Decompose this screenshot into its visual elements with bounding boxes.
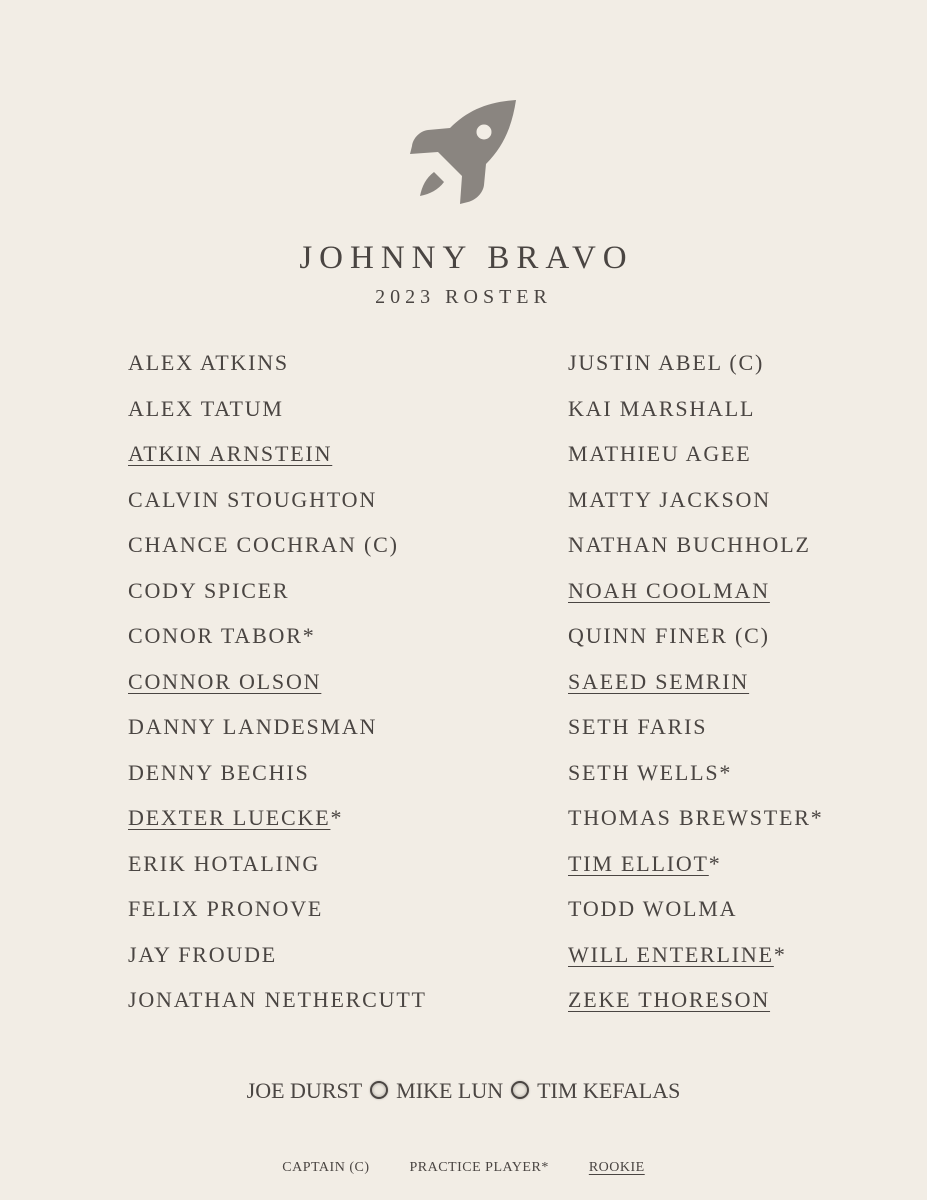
roster-player <box>568 801 824 847</box>
roster-column-right <box>568 346 824 1029</box>
player-name: TIM ELLIOT <box>568 850 709 876</box>
roster-player <box>568 938 824 984</box>
player-designation: (C) <box>722 350 765 375</box>
player-name: QUINN FINER <box>568 623 728 648</box>
player-name: ERIK HOTALING <box>128 850 321 876</box>
legend-rookie: ROOKIE <box>588 1160 645 1175</box>
player-designation: * <box>330 805 344 830</box>
roster-player <box>128 619 427 665</box>
roster-player <box>568 892 824 938</box>
roster-player <box>128 847 427 893</box>
roster-player <box>568 437 824 483</box>
roster-player <box>568 346 824 392</box>
roster-player <box>568 665 824 711</box>
roster-player <box>128 938 427 984</box>
player-name: SAEED SEMRIN <box>568 668 750 694</box>
player-name: DENNY BECHIS <box>128 759 310 785</box>
coach-name: JOE DURST <box>246 1077 363 1103</box>
roster-player <box>128 710 427 756</box>
player-designation: * <box>708 850 722 876</box>
player-name: NOAH COOLMAN <box>568 577 770 603</box>
player-name: FELIX PRONOVE <box>128 896 324 921</box>
roster-player <box>128 483 427 529</box>
player-name: JONATHAN NETHERCUTT <box>128 987 427 1012</box>
player-name: KAI MARSHALL <box>568 395 756 421</box>
roster-player <box>568 574 824 620</box>
player-designation: * <box>810 805 824 830</box>
player-name: SETH FARIS <box>568 714 708 739</box>
player-name: CODY SPICER <box>128 577 290 603</box>
player-name: DEXTER LUECKE <box>128 805 331 830</box>
roster-player <box>568 710 824 756</box>
team-title: JOHNNY BRAVO <box>299 240 634 276</box>
player-name: ALEX TATUM <box>128 395 284 421</box>
coach-name: TIM KEFALAS <box>537 1077 681 1103</box>
player-name: THOMAS BREWSTER <box>568 805 811 830</box>
coaches-line <box>0 1074 927 1106</box>
player-designation: * <box>773 941 787 967</box>
player-name: SETH WELLS <box>568 759 720 785</box>
player-name: ALEX ATKINS <box>128 350 289 375</box>
roster-player <box>568 392 824 438</box>
player-name: DANNY LANDESMAN <box>128 714 378 739</box>
player-name: CALVIN STOUGHTON <box>128 486 378 512</box>
player-name: MATTY JACKSON <box>568 486 771 512</box>
player-designation: (C) <box>356 532 399 557</box>
rocket-icon <box>408 98 520 208</box>
roster-player <box>568 847 824 893</box>
player-name: ATKIN ARNSTEIN <box>128 441 333 466</box>
roster-player <box>128 528 427 574</box>
roster-player <box>568 528 824 574</box>
player-name: TODD WOLMA <box>568 896 738 921</box>
player-name: WILL ENTERLINE <box>568 941 774 967</box>
player-name: NATHAN BUCHHOLZ <box>568 532 811 557</box>
circle-bullet-icon <box>511 1081 529 1099</box>
legend-practice-player: PRACTICE PLAYER* <box>409 1160 549 1175</box>
player-designation: * <box>719 759 733 785</box>
circle-bullet-icon <box>370 1081 388 1099</box>
player-name: JAY FROUDE <box>128 941 278 967</box>
roster-player <box>128 756 427 802</box>
rocket-window <box>477 125 492 140</box>
roster-player <box>128 437 427 483</box>
player-name: ZEKE THORESON <box>568 987 771 1012</box>
player-name: CONNOR OLSON <box>128 668 322 694</box>
roster-player <box>568 983 824 1029</box>
roster-player <box>128 665 427 711</box>
roster-player <box>568 483 824 529</box>
player-designation: (C) <box>727 623 770 648</box>
roster-player <box>128 346 427 392</box>
roster-subtitle: 2023 ROSTER <box>375 286 552 308</box>
coach-name: MIKE LUN <box>396 1077 504 1103</box>
roster-player <box>128 392 427 438</box>
roster-player <box>128 574 427 620</box>
legend-captain: CAPTAIN (C) <box>282 1160 370 1175</box>
player-name: MATHIEU AGEE <box>568 441 752 466</box>
roster-player <box>128 892 427 938</box>
roster-player <box>568 619 824 665</box>
roster-player <box>128 801 427 847</box>
legend <box>0 1160 927 1176</box>
rocket-flame <box>420 172 444 196</box>
player-name: JUSTIN ABEL <box>568 350 723 375</box>
roster-player <box>128 983 427 1029</box>
roster-column-left <box>128 346 427 1029</box>
player-name: CONOR TABOR <box>128 623 303 648</box>
player-designation: * <box>302 623 316 648</box>
roster-player <box>568 756 824 802</box>
player-name: CHANCE COCHRAN <box>128 532 357 557</box>
